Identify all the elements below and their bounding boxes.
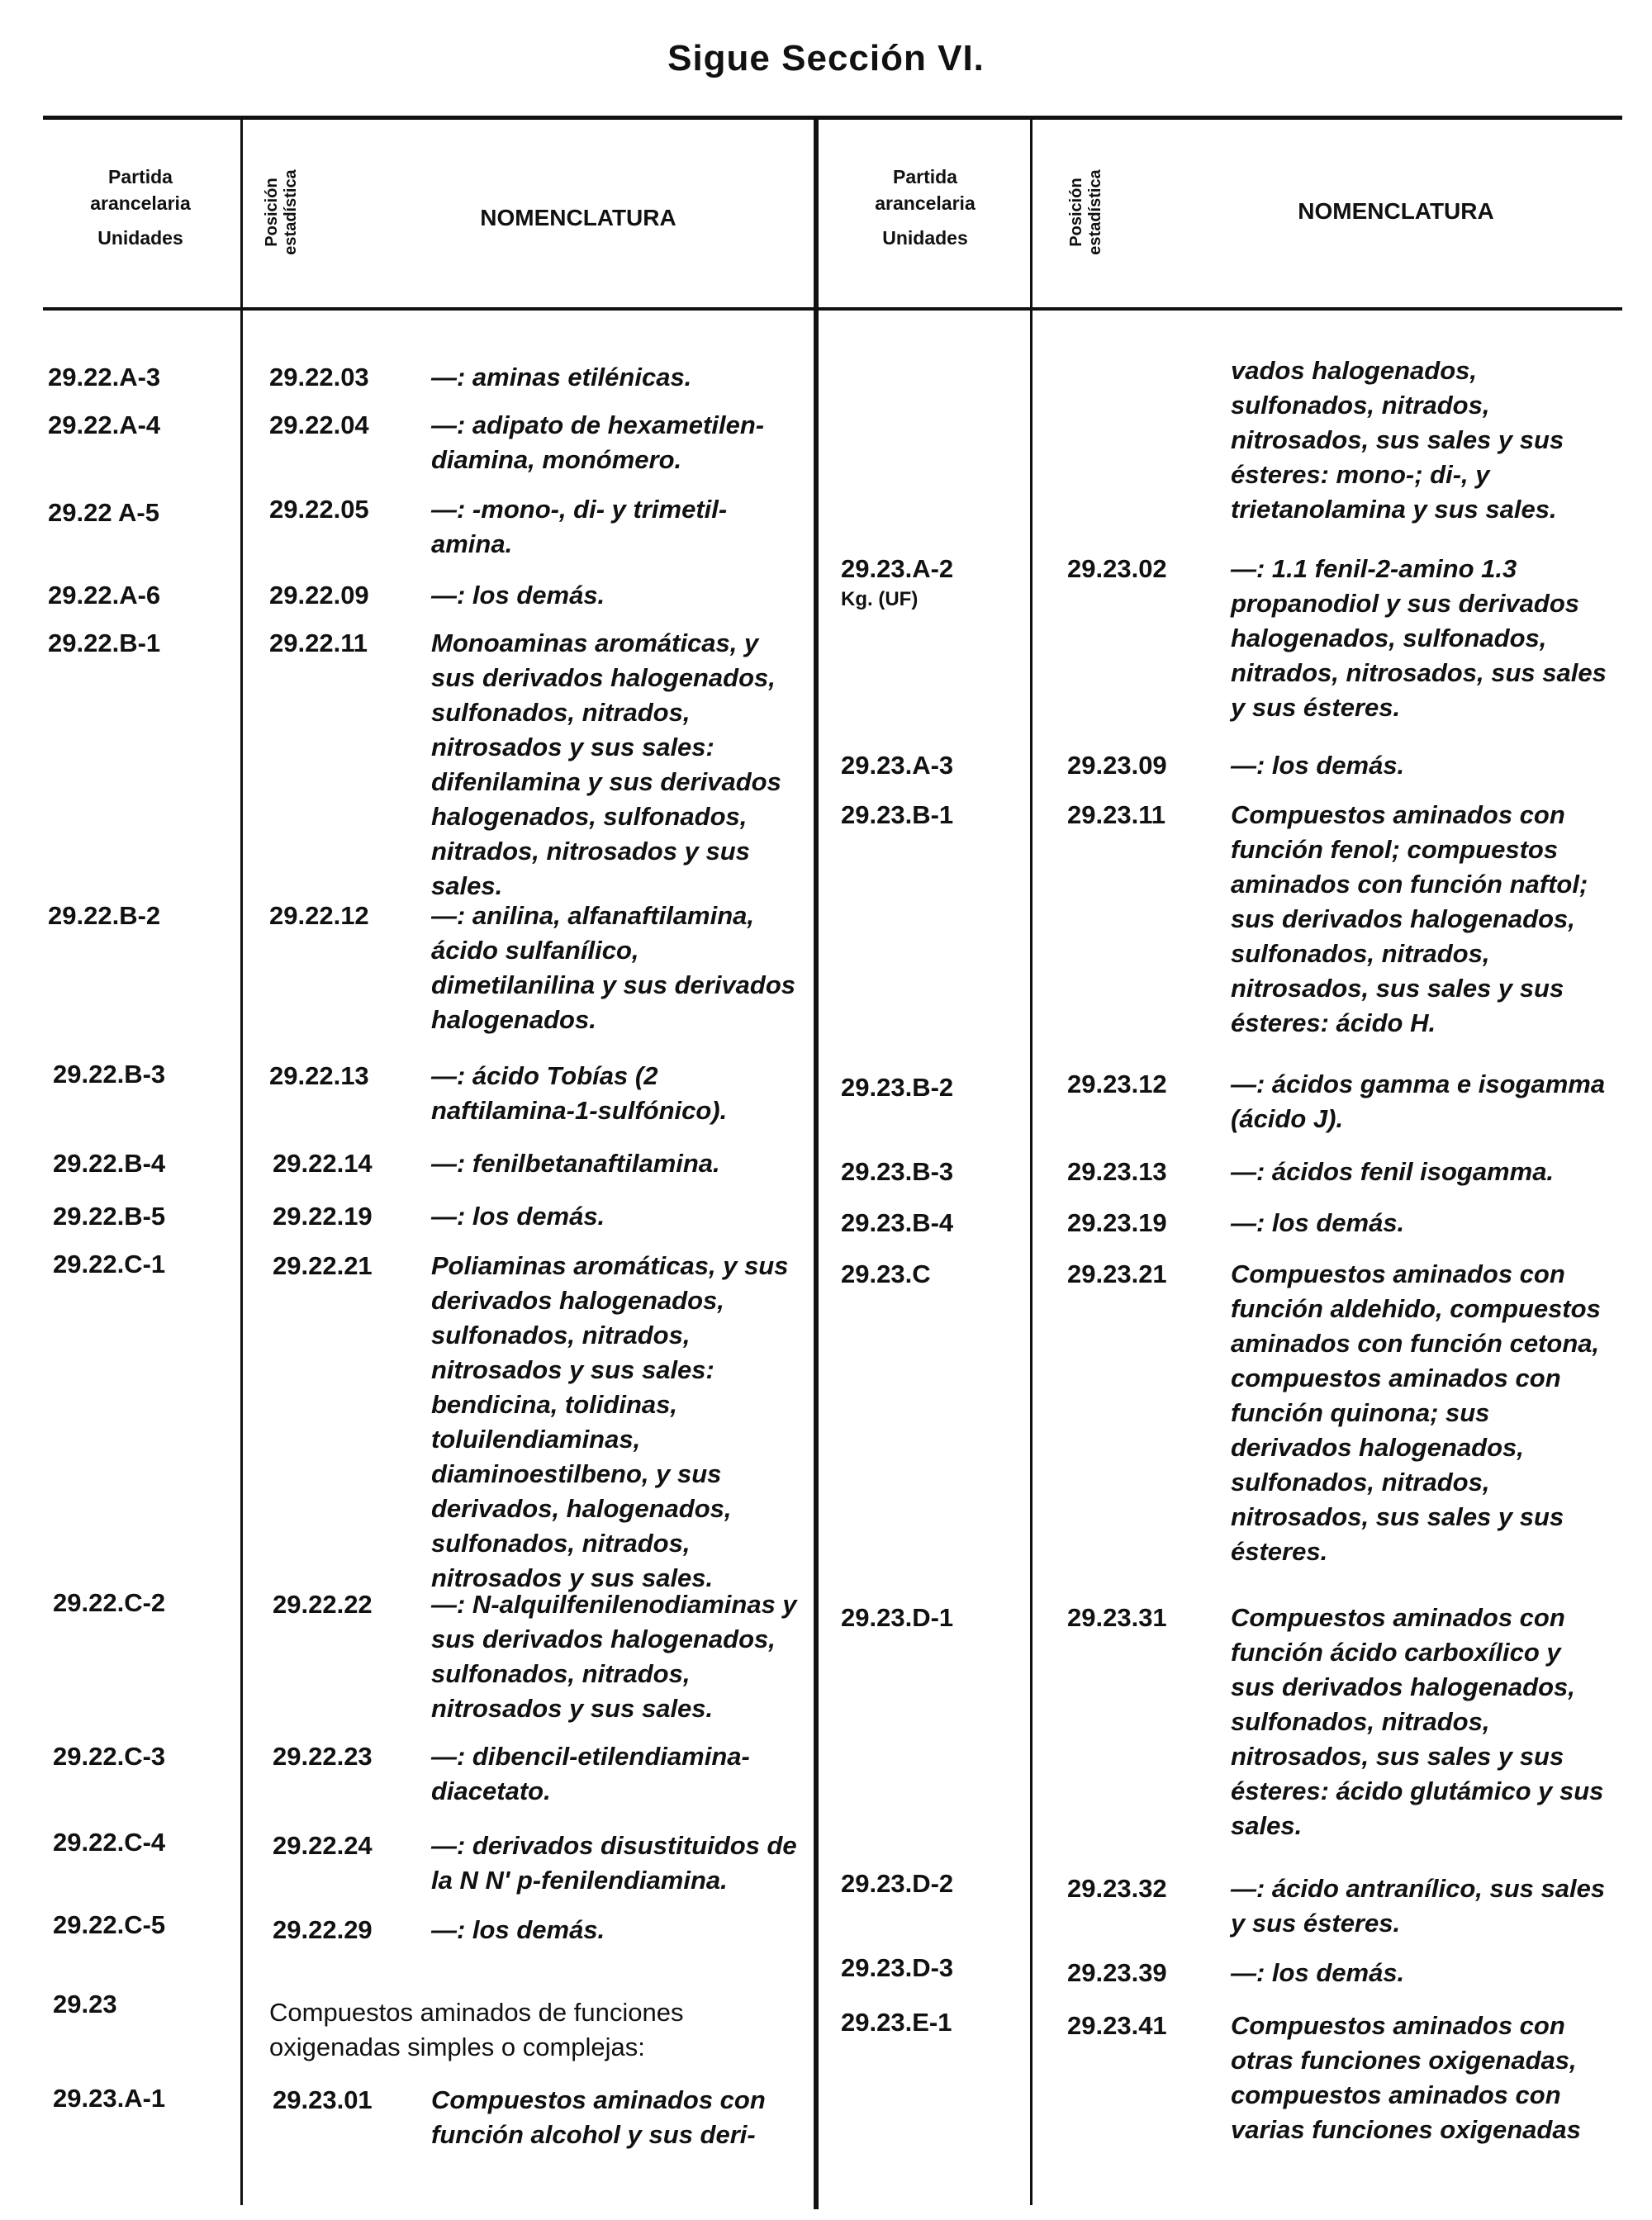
header-posicion [263,150,304,274]
left-partida-7: 29.22.B-4 [53,1149,166,1178]
left-partida-6: 29.22.B-3 [53,1060,166,1089]
right-partida-11: 29.23.E-1 [841,2008,952,2037]
right-text-9: —: ácido antranílico, sus sales y sus ésteres. [1231,1874,1606,1938]
right-posicion-11: 29.23.41 [1067,2011,1167,2040]
header-bottom-rule [43,307,1622,311]
header-partida-line1: Partida [108,166,173,187]
left-posicion-8: 29.22.19 [273,1202,373,1231]
right-posicion-2: 29.23.09 [1067,751,1167,780]
left-partida-5: 29.22.B-2 [48,901,161,930]
left-partida-2: 29.22 A-5 [48,498,159,527]
header-nomenclatura-right: NOMENCLATURA [1298,198,1494,224]
left-posicion-2: 29.22.05 [269,495,369,524]
left-text-4: Monoaminas aromáticas, y sus derivados halogenados, sulfonados, nitrados, nitrosados y sus sales: difenilamina y sus derivados halogenados, sulfonados, nitrados, nitrosados y sus sales. [431,629,781,900]
left-posicion-3: 29.22.09 [269,581,369,610]
left-posicion-13: 29.22.29 [273,1915,373,1944]
left-posicion-10: 29.22.22 [273,1590,373,1619]
header-posicion-right-line2: estadística [1086,169,1104,255]
right-partida-1 [841,552,953,613]
left-text-2: —: -mono-, di- y trimetil-amina. [431,495,728,558]
left-posicion-11: 29.22.23 [273,1742,373,1771]
left-partida-10: 29.22.C-2 [53,1588,166,1617]
left-partida-14: 29.23 [53,1990,117,2018]
right-text-0: vados halogenados, sulfonados, nitrados, nitrosados, sus sales y sus ésteres: mono-; di-, y trietanolamina y sus sales. [1231,356,1564,524]
left-partida-15: 29.23.A-1 [53,2084,166,2113]
page-title: Sigue Sección VI. [667,38,985,78]
right-unit-1: Kg. (UF) [841,588,919,610]
right-posicion-4: 29.23.12 [1067,1070,1167,1098]
left-text-8: —: los demás. [431,1202,605,1231]
left-partida-13: 29.22.C-5 [53,1910,166,1939]
right-posicion-6: 29.23.19 [1067,1208,1167,1237]
left-posicion-15: 29.23.01 [273,2085,373,2114]
right-text-11: Compuestos aminados con otras funciones oxigenadas, compuestos aminados con varias funciones oxigenadas [1231,2011,1581,2144]
right-posicion-9: 29.23.32 [1067,1874,1167,1903]
right-partida-10: 29.23.D-3 [841,1953,954,1982]
left-text-9: Poliaminas aromáticas, y sus derivados halogenados, sulfonados, nitrados, nitrosados y sus sales: bendicina, tolidinas, toluilendiaminas, diaminoestilbeno, y sus derivados, halogenados, sulfonados, nitrados, nitrosados y sus sales. [431,1251,789,1592]
left-posicion-7: 29.22.14 [273,1149,373,1178]
column-divider-3 [1030,120,1032,2205]
right-partida-9: 29.23.D-2 [841,1869,954,1898]
right-text-6: —: los demás. [1231,1208,1405,1237]
header-posicion-right [1067,150,1108,274]
left-posicion-9: 29.22.21 [273,1251,373,1280]
header-posicion-line1: Posición [263,178,281,247]
right-partida-2: 29.23.A-3 [841,751,954,780]
right-posicion-5: 29.23.13 [1067,1157,1167,1186]
right-text-7: Compuestos aminados con función aldehido, compuestos aminados con función cetona, compuestos aminados con función quinona; sus derivados halogenados, sulfonados, nitrados, nitrosados, sus sales y sus ésteres. [1231,1259,1601,1566]
left-posicion-1: 29.22.04 [269,410,369,439]
header-partida-right-line3: Unidades [882,227,968,249]
header-partida-right-line1: Partida [893,166,957,187]
left-text-12: —: derivados disustituidos de la N N' p-fenilendiamina. [431,1831,797,1895]
header-partida-right [826,164,1024,251]
left-text-6: —: ácido Tobías (2 naftilamina-1-sulfónico). [431,1061,728,1125]
left-text-13: —: los demás. [431,1915,605,1944]
left-partida-1: 29.22.A-4 [48,410,161,439]
right-posicion-7: 29.23.21 [1067,1259,1167,1288]
right-text-10: —: los demás. [1231,1958,1405,1987]
left-text-14: Compuestos aminados de funciones oxigenadas simples o complejas: [269,1998,684,2061]
header-partida-line2: arancelaria [90,192,191,214]
left-partida-12: 29.22.C-4 [53,1828,166,1857]
right-posicion-3: 29.23.11 [1067,800,1165,829]
header-partida [50,164,231,251]
left-text-1: —: adipato de hexametilen-diamina, monómero. [431,410,765,474]
left-posicion-4: 29.22.11 [269,629,368,657]
left-partida-3: 29.22.A-6 [48,581,161,610]
left-text-15: Compuestos aminados con función alcohol y sus deri- [431,2085,766,2149]
header-posicion-line2: estadística [282,169,300,255]
right-text-5: —: ácidos fenil isogamma. [1231,1157,1555,1186]
left-text-11: —: dibencil-etilendiamina-diacetato. [431,1742,750,1805]
right-text-3: Compuestos aminados con función fenol; compuestos aminados con función naftol; sus derivados halogenados, sulfonados, nitrados, nitrosados, sus sales y sus ésteres: ácido H. [1231,800,1588,1037]
right-text-1: —: 1.1 fenil-2-amino 1.3 propanodiol y sus derivados halogenados, sulfonados, nitrados, nitrosados, sus sales y sus ésteres. [1231,554,1607,722]
left-text-10: —: N-alquilfenilenodiaminas y sus derivados halogenados, sulfonados, nitrados, nitrosados y sus sales. [431,1590,797,1723]
right-partida-8: 29.23.D-1 [841,1603,954,1632]
header-nomenclatura: NOMENCLATURA [480,205,676,230]
right-posicion-10: 29.23.39 [1067,1958,1167,1987]
right-partida-6: 29.23.B-4 [841,1208,954,1237]
left-partida-4: 29.22.B-1 [48,629,161,657]
left-posicion-12: 29.22.24 [273,1831,373,1860]
left-partida-11: 29.22.C-3 [53,1742,166,1771]
header-posicion-right-line1: Posición [1067,178,1085,247]
left-text-0: —: aminas etilénicas. [431,363,692,391]
left-text-7: —: fenilbetanaftilamina. [431,1149,720,1178]
top-rule [43,116,1622,120]
column-divider-1 [240,120,243,2205]
right-partida-1-code: 29.23.A-2 [841,554,954,583]
left-partida-0: 29.22.A-3 [48,363,161,391]
right-partida-3: 29.23.B-1 [841,800,954,829]
left-posicion-6: 29.22.13 [269,1061,369,1090]
right-partida-4: 29.23.B-2 [841,1073,954,1102]
right-partida-7: 29.23.C [841,1259,931,1288]
right-text-2: —: los demás. [1231,751,1405,780]
left-posicion-0: 29.22.03 [269,363,369,391]
right-text-8: Compuestos aminados con función ácido carboxílico y sus derivados halogenados, sulfonados, nitrados, nitrosados, sus sales y sus ésteres: ácido glutámico y sus sales. [1231,1603,1604,1840]
column-divider-center [814,120,819,2209]
header-partida-right-line2: arancelaria [875,192,976,214]
left-posicion-5: 29.22.12 [269,901,369,930]
left-partida-8: 29.22.B-5 [53,1202,166,1231]
left-text-5: —: anilina, alfanaftilamina, ácido sulfanílico, dimetilanilina y sus derivados halogenados. [431,901,796,1034]
right-partida-5: 29.23.B-3 [841,1157,954,1186]
right-posicion-8: 29.23.31 [1067,1603,1167,1632]
right-text-4: —: ácidos gamma e isogamma (ácido J). [1231,1070,1606,1133]
left-text-3: —: los demás. [431,581,605,610]
right-posicion-1: 29.23.02 [1067,554,1167,583]
left-partida-9: 29.22.C-1 [53,1250,166,1278]
header-partida-line3: Unidades [97,227,183,249]
